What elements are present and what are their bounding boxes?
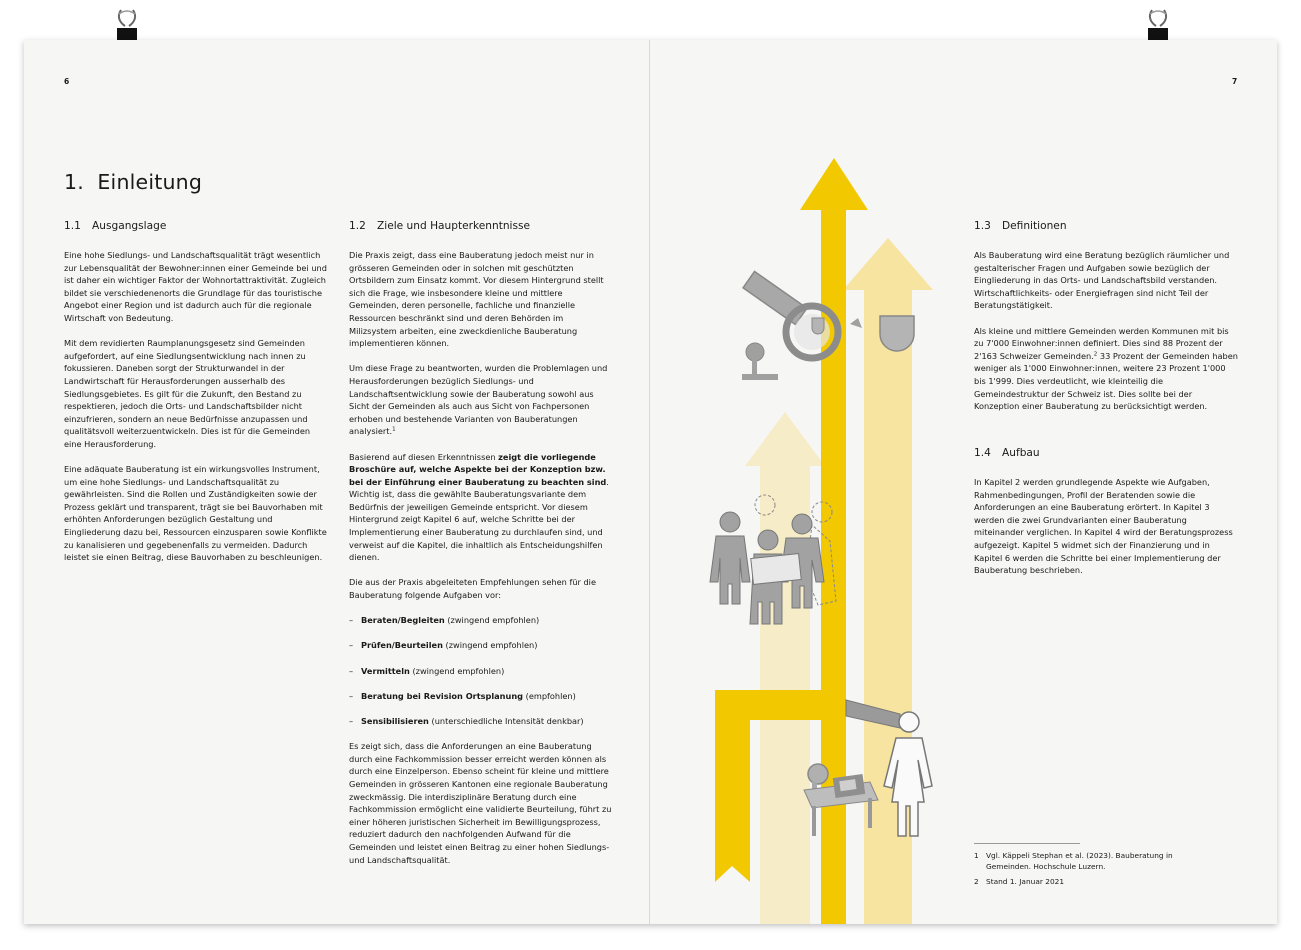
paragraph: Es zeigt sich, dass die Anforderungen an eine Bauberatung durch eine Fachkommission besser erreicht werden können als durch eine Einzelperson. Ebenso scheint für kleine und mittlere Gemeinden in grösseren Kantonen eine regionale Bauberatung zweckmässig. Die interdisziplinäre Beratung durch eine Fachkommission ermöglicht eine validierte Beurteilung, führt zu einer höheren juristischen Sicherheit im Bewilligungsprozess, reduziert dadurch den nachfolgenden Aufwand für die Gemeinden und leistet einen Beitrag zu einer hohen Siedlungs- und Landschaftsqualität. <box>349 741 612 865</box>
footnote: 1 Vgl. Käppeli Stephan et al. (2023). Bauberatung in Gemeinden. Hochschule Luzern. <box>974 851 1173 871</box>
page-number-right: 7 <box>1232 77 1238 86</box>
section-heading: 1.3 Definitionen <box>974 220 1067 232</box>
paragraph: Eine hohe Siedlungs- und Landschaftsqualität trägt wesentlich zur Lebensqualität der Bewohner:innen einer Gemeinde bei und ist daher ein wichtiger Faktor der Wohnortattraktivität. Zugleich bildet sie verschiedenenorts die Grundlage für das touristische Angebot einer Region und ist dadurch auch für die regionale Wirtschaft von Bedeutung. <box>64 250 327 323</box>
paragraph: Eine adäquate Bauberatung ist ein wirkungsvolles Instrument, um eine hohe Siedlungs- und Landschaftsqualität zu gewährleisten. Sind die Rollen und Zuständigkeiten sowie der Prozess geklärt und transparent, trägt sie bei Bauvorhaben mit erhöhten Anforderungen bezüglich Gestaltung und Eingliederung dazu bei, Ressourcen einzusparen sowie Konflikte zu kanalisieren und gegebenenfalls zu vermeiden. Dadurch leistet sie einen Beitrag, diese Bauvorhaben zu beschleunigen. <box>64 464 327 563</box>
section-1-4 <box>974 446 1238 589</box>
arrow-palest <box>745 412 825 924</box>
section-1-3 <box>974 219 1238 425</box>
footnotes <box>974 843 1274 891</box>
chapter-title: 1. Einleitung <box>64 170 203 194</box>
arrows-illustration <box>700 150 960 924</box>
footnote: 2 Stand 1. Januar 2021 <box>974 877 1065 886</box>
list-item: – Beraten/Begleiten (zwingend empfohlen) <box>349 615 540 626</box>
paragraph: Die aus der Praxis abgeleiteten Empfehlungen sehen für die Bauberatung folgende Aufgaben vor: <box>349 577 596 601</box>
footnote-ref: 1 <box>392 426 396 433</box>
paragraph: Die Praxis zeigt, dass eine Bauberatung jedoch meist nur in grösseren Gemeinden oder in solchen mit geschützten Ortsbildern zum Einsatz kommt. Vor diesem Hintergrund stellt sich die Frage, wie insbesondere kleine und mittlere Gemeinden, deren personelle, fachliche und finanzielle Ressourcen beschränkt sind und deren Behörden im Milizsystem arbeiten, eine zweckdienliche Bauberatung implementieren können. <box>349 250 604 349</box>
footnote-ref: 2 <box>1093 351 1098 358</box>
paragraph: Um diese Frage zu beantworten, wurden die Problemlagen und Herausforderungen bezüglich Siedlungs- und Landschaftsentwicklung sowie der Bauberatung sowohl aus Sicht der Gemeinden als auch aus Sicht von Fachpersonen erhoben und bestehende Varianten von Bauberatungen analysiert.$^1$ <box>349 363 608 437</box>
paragraph: Als kleine und mittlere Gemeinden werden Kommunen mit bis zu 7'000 Einwohner:innen definiert. Dies sind 88 Prozent der 2'163 Schweizer Gemeinden.$^2$ 33 Prozent der Gemeinden haben weniger als 1'000 Einwohner:innen, weitere 23 Prozent 1'000 bis 1'999. Dies verdeutlicht, wie kleinteilig die Gemeindestruktur der Schweiz ist. Dies sollte bei der Konzeption einer Bauberatung zu berücksichtigt werden. <box>974 325 1238 412</box>
paragraph: Basierend auf diesen Erkenntnissen zeigt die vorliegende Broschüre auf, welche Aspekte bei der Konzeption bzw. bei der Einführung einer Bauberatung zu beachten sind. Wichtig ist, dass die gewählte Bauberatungsvariante dem Bedürfnis der jeweiligen Gemeinde entspricht. Vor diesem Hintergrund zeigt Kapitel 6 auf, welche Schritte bei der Implementierung einer Bauberatung zu durchlaufen sind, und verweist auf die Kapitel, die inhaltlich als Entscheidungshilfen dienen. <box>349 451 609 563</box>
task-list <box>349 614 612 727</box>
section-heading: 1.4 Aufbau <box>974 447 1040 459</box>
list-item: – Prüfen/Beurteilen (zwingend empfohlen) <box>349 640 538 651</box>
paragraph: In Kapitel 2 werden grundlegende Aspekte wie Aufgaben, Rahmenbedingungen, Profil der Beratenden sowie die Anforderungen an eine Bauberatung erörtert. In Kapitel 3 werden die zwei Grundvarianten einer Bauberatung miteinander verglichen. In Kapitel 4 wird der Beratungsprozess aufgezeigt. Kapitel 5 widmet sich der Finanzierung und in Kapitel 6 werden die Schritte bei einer Implementierung der Bauberatung beschrieben. <box>974 477 1233 576</box>
section-1-1 <box>64 219 330 576</box>
section-heading: 1.1 Ausgangslage <box>64 220 167 232</box>
section-1-2 <box>349 219 612 879</box>
list-item: – Beratung bei Revision Ortsplanung (empfohlen) <box>349 690 576 701</box>
section-heading: 1.2 Ziele und Haupterkenntnisse <box>349 220 531 232</box>
paragraph: Mit dem revidierten Raumplanungsgesetz sind Gemeinden aufgefordert, auf eine Siedlungsentwicklung nach innen zu fokussieren. Daneben sorgt der Strukturwandel in der Landwirtschaft für Herausforderungen ausserhalb des Siedlungsgebietes. Es gilt für die Zukunft, den Bestand zu respektieren, jedoch die Orts- und Landschaftsbilder nicht einzufrieren, sondern an neue Bedürfnisse anzupassen und qualitätsvoll weiterzuentwickeln. Dies ist für die Gemeinden eine Herausforderung. <box>64 338 311 449</box>
list-item: – Sensibilisieren (unterschiedliche Intensität denkbar) <box>349 715 584 726</box>
list-item: – Vermitteln (zwingend empfohlen) <box>349 665 505 676</box>
page-gutter <box>649 40 650 924</box>
page-number-left: 6 <box>64 77 70 86</box>
paragraph: Als Bauberatung wird eine Beratung bezüglich räumlicher und gestalterischer Fragen und Aufgaben sowie bezüglich der Eingliederung in das Orts- und Landschaftsbild verstanden. Wirtschaftlichkeits- oder Energiefragen sind nicht Teil der Beratungstätigkeit. <box>974 250 1230 311</box>
footnote-rule <box>974 843 1080 844</box>
